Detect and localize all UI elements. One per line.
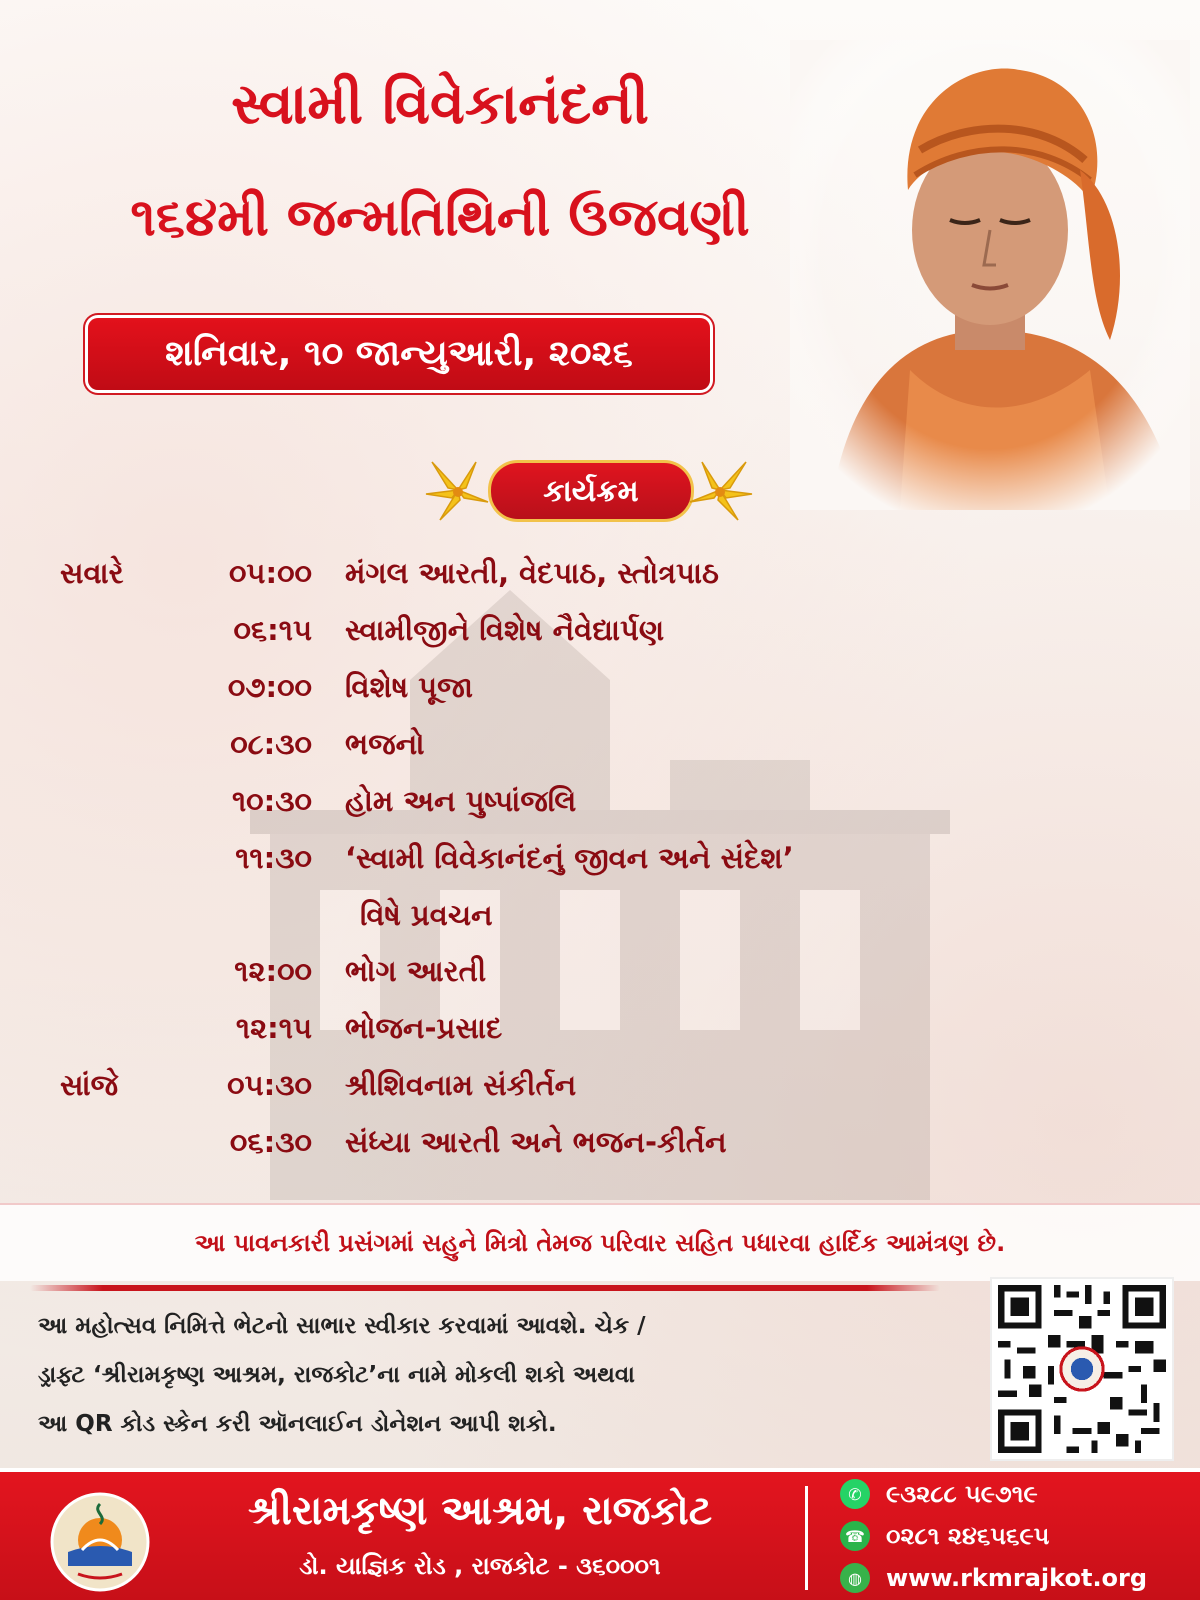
schedule-row	[40, 1068, 940, 1125]
phone-icon: ☎	[840, 1521, 870, 1551]
schedule-row	[40, 841, 940, 898]
schedule-event: ‘સ્વામી વિવેકાનંદનું જીવન અને સંદેશ’	[345, 841, 794, 875]
donation-line: આ QR કોડ સ્કેન કરી ઑનલાઈન ડોનેશન આપી શકો.	[38, 1411, 557, 1437]
schedule-row	[40, 613, 940, 670]
schedule-row	[40, 784, 940, 841]
invitation-text: આ પાવનકારી પ્રસંગમાં સહુને મિત્રો તેમજ પરિવાર સહિત પધારવા હાર્દિક આમંત્રણ છે.	[0, 1203, 1200, 1281]
schedule-event: ભોજન-પ્રસાદ	[345, 1011, 503, 1045]
schedule-time: ૦૭:૦૦	[227, 670, 312, 704]
schedule-time: ૧૦:૩૦	[231, 784, 312, 818]
lily-flower-icon	[418, 450, 498, 530]
program-badge	[418, 450, 758, 530]
organization-name: શ્રીરામકૃષ્ણ આશ્રમ, રાજકોટ	[247, 1488, 713, 1534]
schedule-time: ૦૮:૩૦	[230, 727, 312, 761]
schedule-event: ભજનો	[345, 727, 425, 761]
schedule-row	[40, 954, 940, 1011]
ramakrishna-emblem-icon	[48, 1490, 152, 1594]
schedule-time: ૦૫:૦૦	[228, 556, 312, 590]
schedule-time: ૦૬:૩૦	[229, 1125, 312, 1159]
schedule-row	[40, 556, 940, 613]
schedule-event: સ્વામીજીને વિશેષ નૈવેદ્યાર્પણ	[345, 613, 665, 647]
donation-line: આ મહોત્સવ નિમિત્તે ભેટનો સાભાર સ્વીકાર કરવામાં આવશે. ચેક /	[38, 1313, 646, 1339]
schedule-row	[40, 670, 940, 727]
title-line-1: સ્વામી વિવેકાનંદની	[231, 72, 649, 137]
date-banner: શનિવાર, ૧૦ જાન્યુઆરી, ૨૦૨૬	[88, 318, 710, 390]
schedule-event: હોમ અન પુષ્પાંજલિ	[345, 784, 577, 818]
schedule-time: ૧૨:૧૫	[235, 1011, 312, 1045]
schedule-event: વિષે પ્રવચન	[360, 898, 493, 932]
title-line-2: ૧૬૪મી જન્મતિથિની ઉજવણી	[130, 188, 750, 248]
phone-contact[interactable]	[840, 1518, 1049, 1554]
schedule-event: મંગલ આરતી, વેદપાઠ, સ્તોત્રપાઠ	[345, 556, 719, 590]
website-url: www.rkmrajkot.org	[886, 1564, 1148, 1592]
schedule-row-continuation	[40, 898, 940, 954]
organization-address: ડો. યાજ્ઞિક રોડ , રાજકોટ - ૩૬૦૦૦૧	[299, 1552, 661, 1580]
footer-separator	[805, 1486, 808, 1590]
schedule-event: વિશેષ પૂજા	[345, 670, 473, 704]
lily-flower-icon	[680, 450, 760, 530]
footer	[0, 1468, 1200, 1600]
schedule-period: સવારે	[60, 556, 124, 590]
divider	[30, 1285, 940, 1291]
donation-line: ડ્રાફ્ટ ‘શ્રીરામકૃષ્ણ આશ્રમ, રાજકોટ’ના નામે મોકલી શકો અથવા	[38, 1362, 635, 1388]
whatsapp-number: ૯૩૨૮૮ ૫૯૭૧૯	[886, 1480, 1038, 1508]
donation-note	[38, 1302, 938, 1449]
website-link[interactable]	[840, 1560, 1147, 1596]
schedule-time: ૦૬:૧૫	[233, 613, 312, 647]
schedule-row	[40, 1011, 940, 1068]
schedule-event: શ્રીશિવનામ સંકીર્તન	[345, 1068, 577, 1102]
whatsapp-contact[interactable]	[840, 1476, 1038, 1512]
schedule-event: ભોગ આરતી	[345, 954, 487, 988]
schedule-time: ૦૫:૩૦	[227, 1068, 312, 1102]
schedule-row	[40, 1125, 940, 1182]
globe-icon: ◍	[840, 1563, 870, 1593]
schedule-time: ૧૧:૩૦	[235, 841, 312, 875]
donation-qr-code[interactable]	[990, 1277, 1174, 1461]
schedule-period: સાંજે	[60, 1068, 119, 1102]
schedule-event: સંધ્યા આરતી અને ભજન-કીર્તન	[345, 1125, 727, 1159]
schedule-row	[40, 727, 940, 784]
program-label: કાર્યક્રમ	[488, 460, 694, 522]
schedule-time: ૧૨:૦૦	[234, 954, 312, 988]
phone-number: ૦૨૮૧ ૨૪૬૫૬૯૫	[886, 1522, 1050, 1550]
schedule-list	[40, 556, 940, 1182]
whatsapp-icon: ✆	[840, 1479, 870, 1509]
